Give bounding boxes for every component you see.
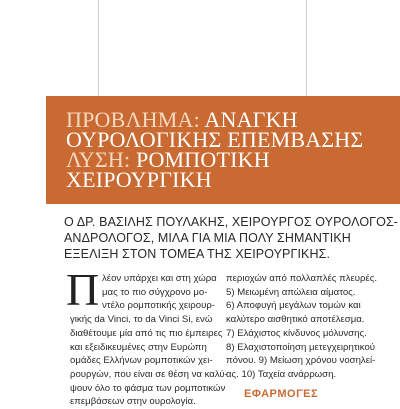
drop-cap: Π — [66, 264, 100, 315]
body-line: ρουργών, που είναι σε θέση να καλύ- — [70, 368, 228, 380]
body-line: και εξειδικευμένες στην Ευρώπη — [70, 341, 207, 353]
vertical-rule-left — [98, 0, 99, 96]
title-line-2: ΟΥΡΟΛΟΓΙΚΗΣ ΕΠΕΜΒΑΣΗΣ — [66, 127, 364, 152]
problem-label: ΠΡΟΒΛΗΜΑ: — [66, 107, 200, 132]
body-line: διαθέτουμε μία από τις πιο έμπειρες — [70, 327, 223, 339]
body-line: ομάδες Ελλήνων ρομποτικών χει- — [70, 355, 213, 367]
body-line: 7) Ελάχιστος κίνδυνος μόλυνσης. — [226, 327, 367, 339]
body-line: ψουν όλο το φάσμα των ρομποτικών — [70, 382, 226, 394]
body-column-right — [226, 272, 388, 382]
intro-line: ΑΝΔΡΟΛΟΓΟΣ, ΜΙΛΑ ΓΙΑ ΜΙΑ ΠΟΛΥ ΣΗΜΑΝΤΙΚΗ — [64, 231, 351, 245]
body-line: μας το πιο σύγχρονο μο- — [102, 286, 208, 298]
body-line: λέον υπάρχει και στη χώρα — [102, 273, 217, 284]
vertical-rule-right — [306, 0, 307, 96]
solution-text-1: ΡΟΜΠΟΤΙΚΗ — [136, 147, 270, 172]
body-line: 6) Αποφυγή μεγάλων τομών και — [226, 300, 361, 312]
intro-line: Ο ΔΡ. ΒΑΣΙΛΗΣ ΠΟΥΛΑΚΗΣ, ΧΕΙΡΟΥΡΓΟΣ ΟΥΡΟΛΟΓΟΣ- — [64, 215, 399, 229]
body-line: πόνου. 9) Μείωση χρόνου νοσηλεί- — [226, 355, 376, 367]
body-line: 5) Μειωμένη απώλεια αίματος. — [226, 286, 356, 298]
intro-line: ΕΞΕΛΙΞΗ ΣΤΟΝ ΤΟΜΕΑ ΤΗΣ ΧΕΙΡΟΥΡΓΙΚΗΣ. — [64, 247, 331, 261]
body-line: ας. 10) Ταχεία ανάρρωση. — [226, 368, 337, 380]
intro-paragraph — [64, 214, 399, 262]
solution-label: ΛΥΣΗ: — [66, 147, 131, 172]
body-line: περιοχών από πολλαπλές πλευρές. — [226, 273, 378, 284]
body-line: καλύτερο αισθητικό αποτέλεσμα. — [226, 314, 365, 326]
body-column-left — [70, 272, 232, 409]
title-line-4: ΧΕΙΡΟΥΡΓΙΚΗ — [66, 167, 212, 192]
body-line: γικής da Vinci, το da Vinci Si, ενώ — [70, 314, 213, 326]
body-line: επεμβάσεων στην ουρολογία. — [70, 396, 196, 408]
article-title — [66, 107, 396, 192]
body-line: ντέλο ρομποτικής χειρουρ- — [102, 300, 215, 312]
problem-text-1: ΑΝΑΓΚΗ — [204, 107, 298, 132]
body-line: 8) Ελαχιστοποίηση μετεγχειρητικού — [226, 341, 376, 353]
section-subhead: ΕΦΑΡΜΟΓΕΣ — [244, 388, 319, 400]
